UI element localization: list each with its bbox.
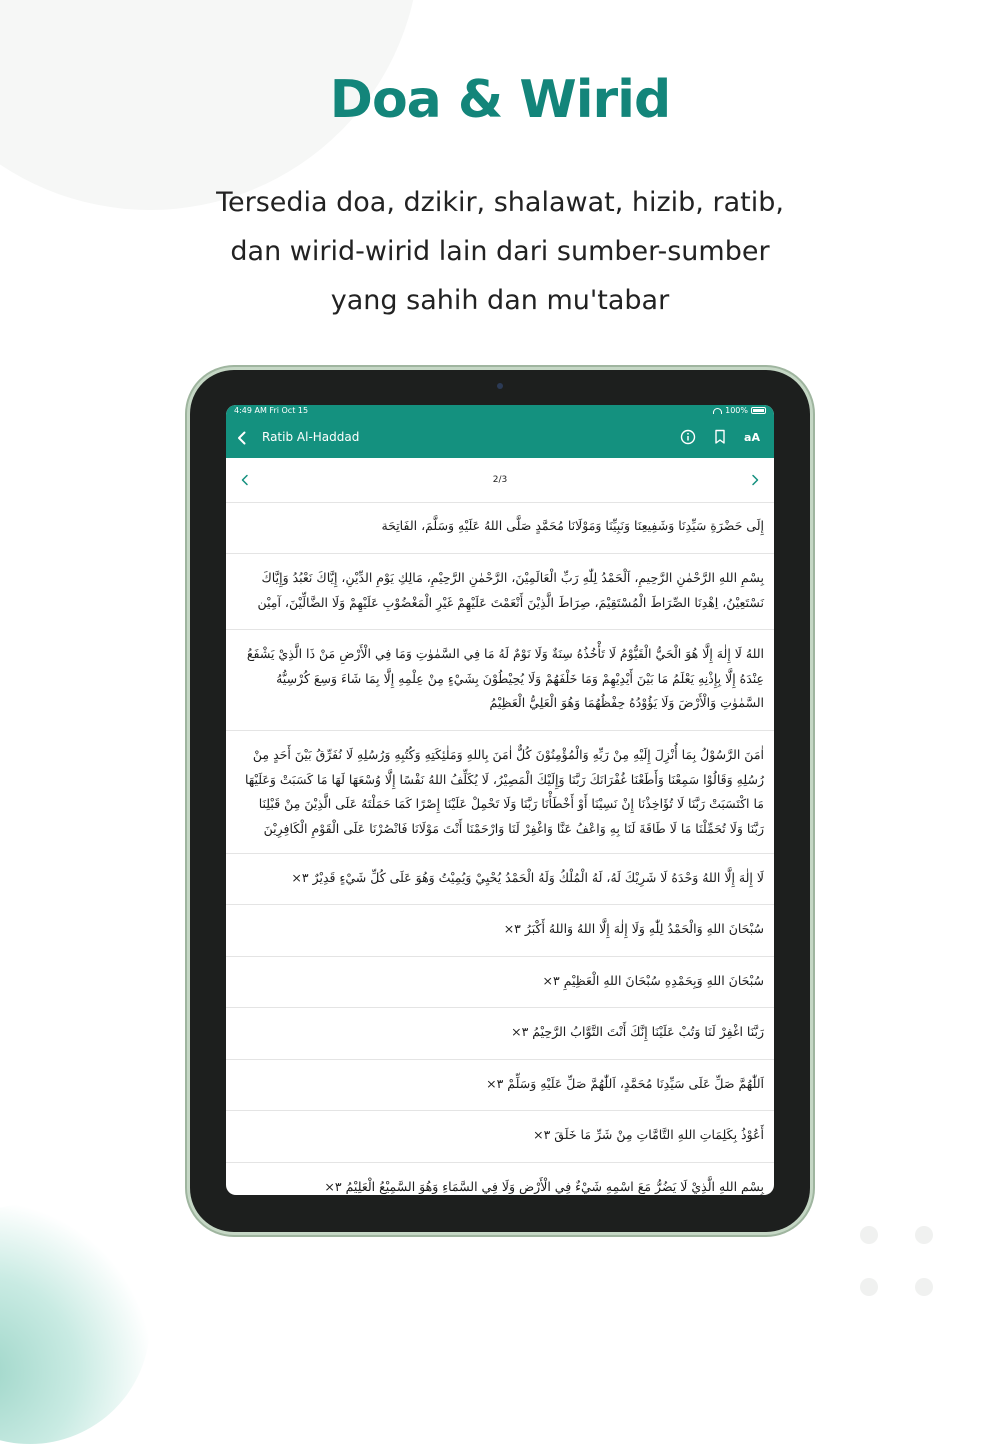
screen-title: Ratib Al-Haddad: [262, 430, 360, 444]
list-item[interactable]: بِسْمِ اللهِ الَّذِيْ لَا يَضُرُّ مَعَ اسْمِهِ شَيْءٌ فِي الْأَرْضِ وَلَا فِي السَّمَاءِ وَهُوَ السَّمِيْعُ الْعَلِيْمُ ٣×: [226, 1163, 774, 1195]
next-page-button[interactable]: [748, 472, 762, 486]
page-headline: Doa & Wirid: [329, 70, 671, 130]
status-time: 4:49 AM Fri Oct 15: [234, 406, 309, 415]
info-icon: [680, 429, 696, 445]
background-corner-gradient: [0, 1204, 150, 1444]
list-item[interactable]: اَللّٰهُمَّ صَلِّ عَلَى سَيِّدِنَا مُحَمَّدٍ، اَللّٰهُمَّ صَلِّ عَلَيْهِ وَسَلِّمْ ٣×: [226, 1060, 774, 1111]
page-indicator: 2/3: [492, 475, 508, 485]
camera-icon: [497, 383, 503, 389]
status-indicators: [713, 406, 766, 415]
bookmark-button[interactable]: [704, 427, 736, 447]
wifi-icon: [713, 408, 722, 414]
list-item[interactable]: سُبْحَانَ اللهِ وَالْحَمْدُ لِلّٰهِ وَلَا إِلٰهَ إِلَّا اللهُ وَاللهُ أَكْبَرُ ٣×: [226, 905, 774, 957]
info-button[interactable]: [672, 427, 704, 447]
tablet-screen: [226, 405, 774, 1195]
list-item[interactable]: سُبْحَانَ اللهِ وَبِحَمْدِهِ سُبْحَانَ اللهِ الْعَظِيْمِ ٣×: [226, 957, 774, 1008]
page-subtitle: Tersedia doa, dzikir, shalawat, hizib, ratib, dan wirid-wirid lain dari sumber-sumber yang sahih dan mu'tabar: [216, 187, 784, 316]
page-navigator: [226, 458, 774, 503]
chevron-right-icon: [748, 473, 762, 487]
wirid-list: [226, 502, 774, 1195]
app-bar: [226, 405, 774, 458]
bookmark-icon: [713, 429, 727, 445]
list-item[interactable]: اٰمَنَ الرَّسُوْلُ بِمَا أُنْزِلَ إِلَيْهِ مِنْ رَبِّهِ وَالْمُؤْمِنُوْنَ كُلٌّ اٰمَنَ بِاللهِ وَمَلٰئِكَتِهِ وَكُتُبِهِ وَرُسُلِهِ لَا نُفَرِّقُ بَيْنَ أَحَدٍ مِنْ رُسُلِهِ وَقَالُوْا سَمِعْنَا وَأَطَعْنَا غُفْرَانَكَ رَبَّنَا وَإِلَيْكَ الْمَصِيْرُ، لَا يُكَلِّفُ اللهُ نَفْسًا إِلَّا وُسْعَهَا لَهَا مَا كَسَبَتْ وَعَلَيْهَا مَا اكْتَسَبَتْ رَبَّنَا لَا تُؤَاخِذْنَا إِنْ نَسِيْنَا أَوْ أَخْطَأْنَا رَبَّنَا وَلَا تَحْمِلْ عَلَيْنَا إِصْرًا كَمَا حَمَلْتَهُ عَلَى الَّذِيْنَ مِنْ قَبْلِنَا رَبَّنَا وَلَا تُحَمِّلْنَا مَا لَا طَاقَةَ لَنَا بِهِ وَاعْفُ عَنَّا وَاغْفِرْ لَنَا وَارْحَمْنَا أَنْتَ مَوْلَانَا فَانْصُرْنَا عَلَى الْقَوْمِ الْكَافِرِيْنَ: [226, 731, 774, 854]
battery-percent: 100%: [725, 406, 748, 415]
list-item[interactable]: بِسْمِ اللهِ الرَّحْمٰنِ الرَّحِيمِ، اَلْحَمْدُ لِلّٰهِ رَبِّ الْعَالَمِيْنَ، الرَّحْمٰنِ الرَّحِيْمِ، مَالِكِ يَوْمِ الدِّيْنِ، إِيَّاكَ نَعْبُدُ وَإِيَّاكَ نَسْتَعِيْنُ، اِهْدِنَا الصِّرَاطَ الْمُسْتَقِيْمَ، صِرَاطَ الَّذِيْنَ أَنْعَمْتَ عَلَيْهِمْ غَيْرِ الْمَغْضُوْبِ عَلَيْهِمْ وَلَا الضَّالِّيْنَ، آمِيْن: [226, 554, 774, 630]
back-button[interactable]: [234, 430, 250, 446]
list-item[interactable]: اللهُ لَا إِلٰهَ إِلَّا هُوَ الْحَيُّ الْقَيُّوْمُ لَا تَأْخُذُهُ سِنَةٌ وَلَا نَوْمٌ لَهُ مَا فِي السَّمٰوٰتِ وَمَا فِي الْأَرْضِ مَنْ ذَا الَّذِيْ يَشْفَعُ عِنْدَهُ إِلَّا بِإِذْنِهِ يَعْلَمُ مَا بَيْنَ أَيْدِيْهِمْ وَمَا خَلْفَهُمْ وَلَا يُحِيْطُوْنَ بِشَيْءٍ مِنْ عِلْمِهِ إِلَّا بِمَا شَاءَ وَسِعَ كُرْسِيُّهُ السَّمٰوٰتِ وَالْأَرْضَ وَلَا يَؤُوْدُهُ حِفْظُهُمَا وَهُوَ الْعَلِيُّ الْعَظِيْمُ: [226, 630, 774, 731]
toolbar-actions: [672, 427, 768, 447]
list-item[interactable]: أَعُوْذُ بِكَلِمَاتِ اللهِ التَّامَّاتِ مِنْ شَرِّ مَا خَلَقَ ٣×: [226, 1111, 774, 1163]
text-size-button[interactable]: [736, 427, 768, 447]
battery-icon: [751, 407, 766, 414]
text-size-icon: aA: [744, 430, 760, 444]
list-item[interactable]: رَبَّنَا اغْفِرْ لَنَا وَتُبْ عَلَيْنَا إِنَّكَ أَنْتَ التَّوَّابُ الرَّحِيْمُ ٣×: [226, 1008, 774, 1060]
chevron-left-icon: [234, 430, 250, 446]
list-item[interactable]: لَا إِلٰهَ إِلَّا اللهُ وَحْدَهُ لَا شَرِيْكَ لَهُ، لَهُ الْمُلْكُ وَلَهُ الْحَمْدُ يُحْيِيْ وَيُمِيْتُ وَهُوَ عَلَى كُلِّ شَيْءٍ قَدِيْرٌ ٣×: [226, 854, 774, 905]
list-item[interactable]: إِلَى حَضْرَةِ سَيِّدِنَا وَشَفِيعِنَا وَنَبِيِّنَا وَمَوْلَانَا مُحَمَّدٍ صَلَّى اللهُ عَلَيْهِ وَسَلَّمَ، الفَاتِحَة: [226, 502, 774, 554]
decorative-dots: [860, 1226, 960, 1306]
